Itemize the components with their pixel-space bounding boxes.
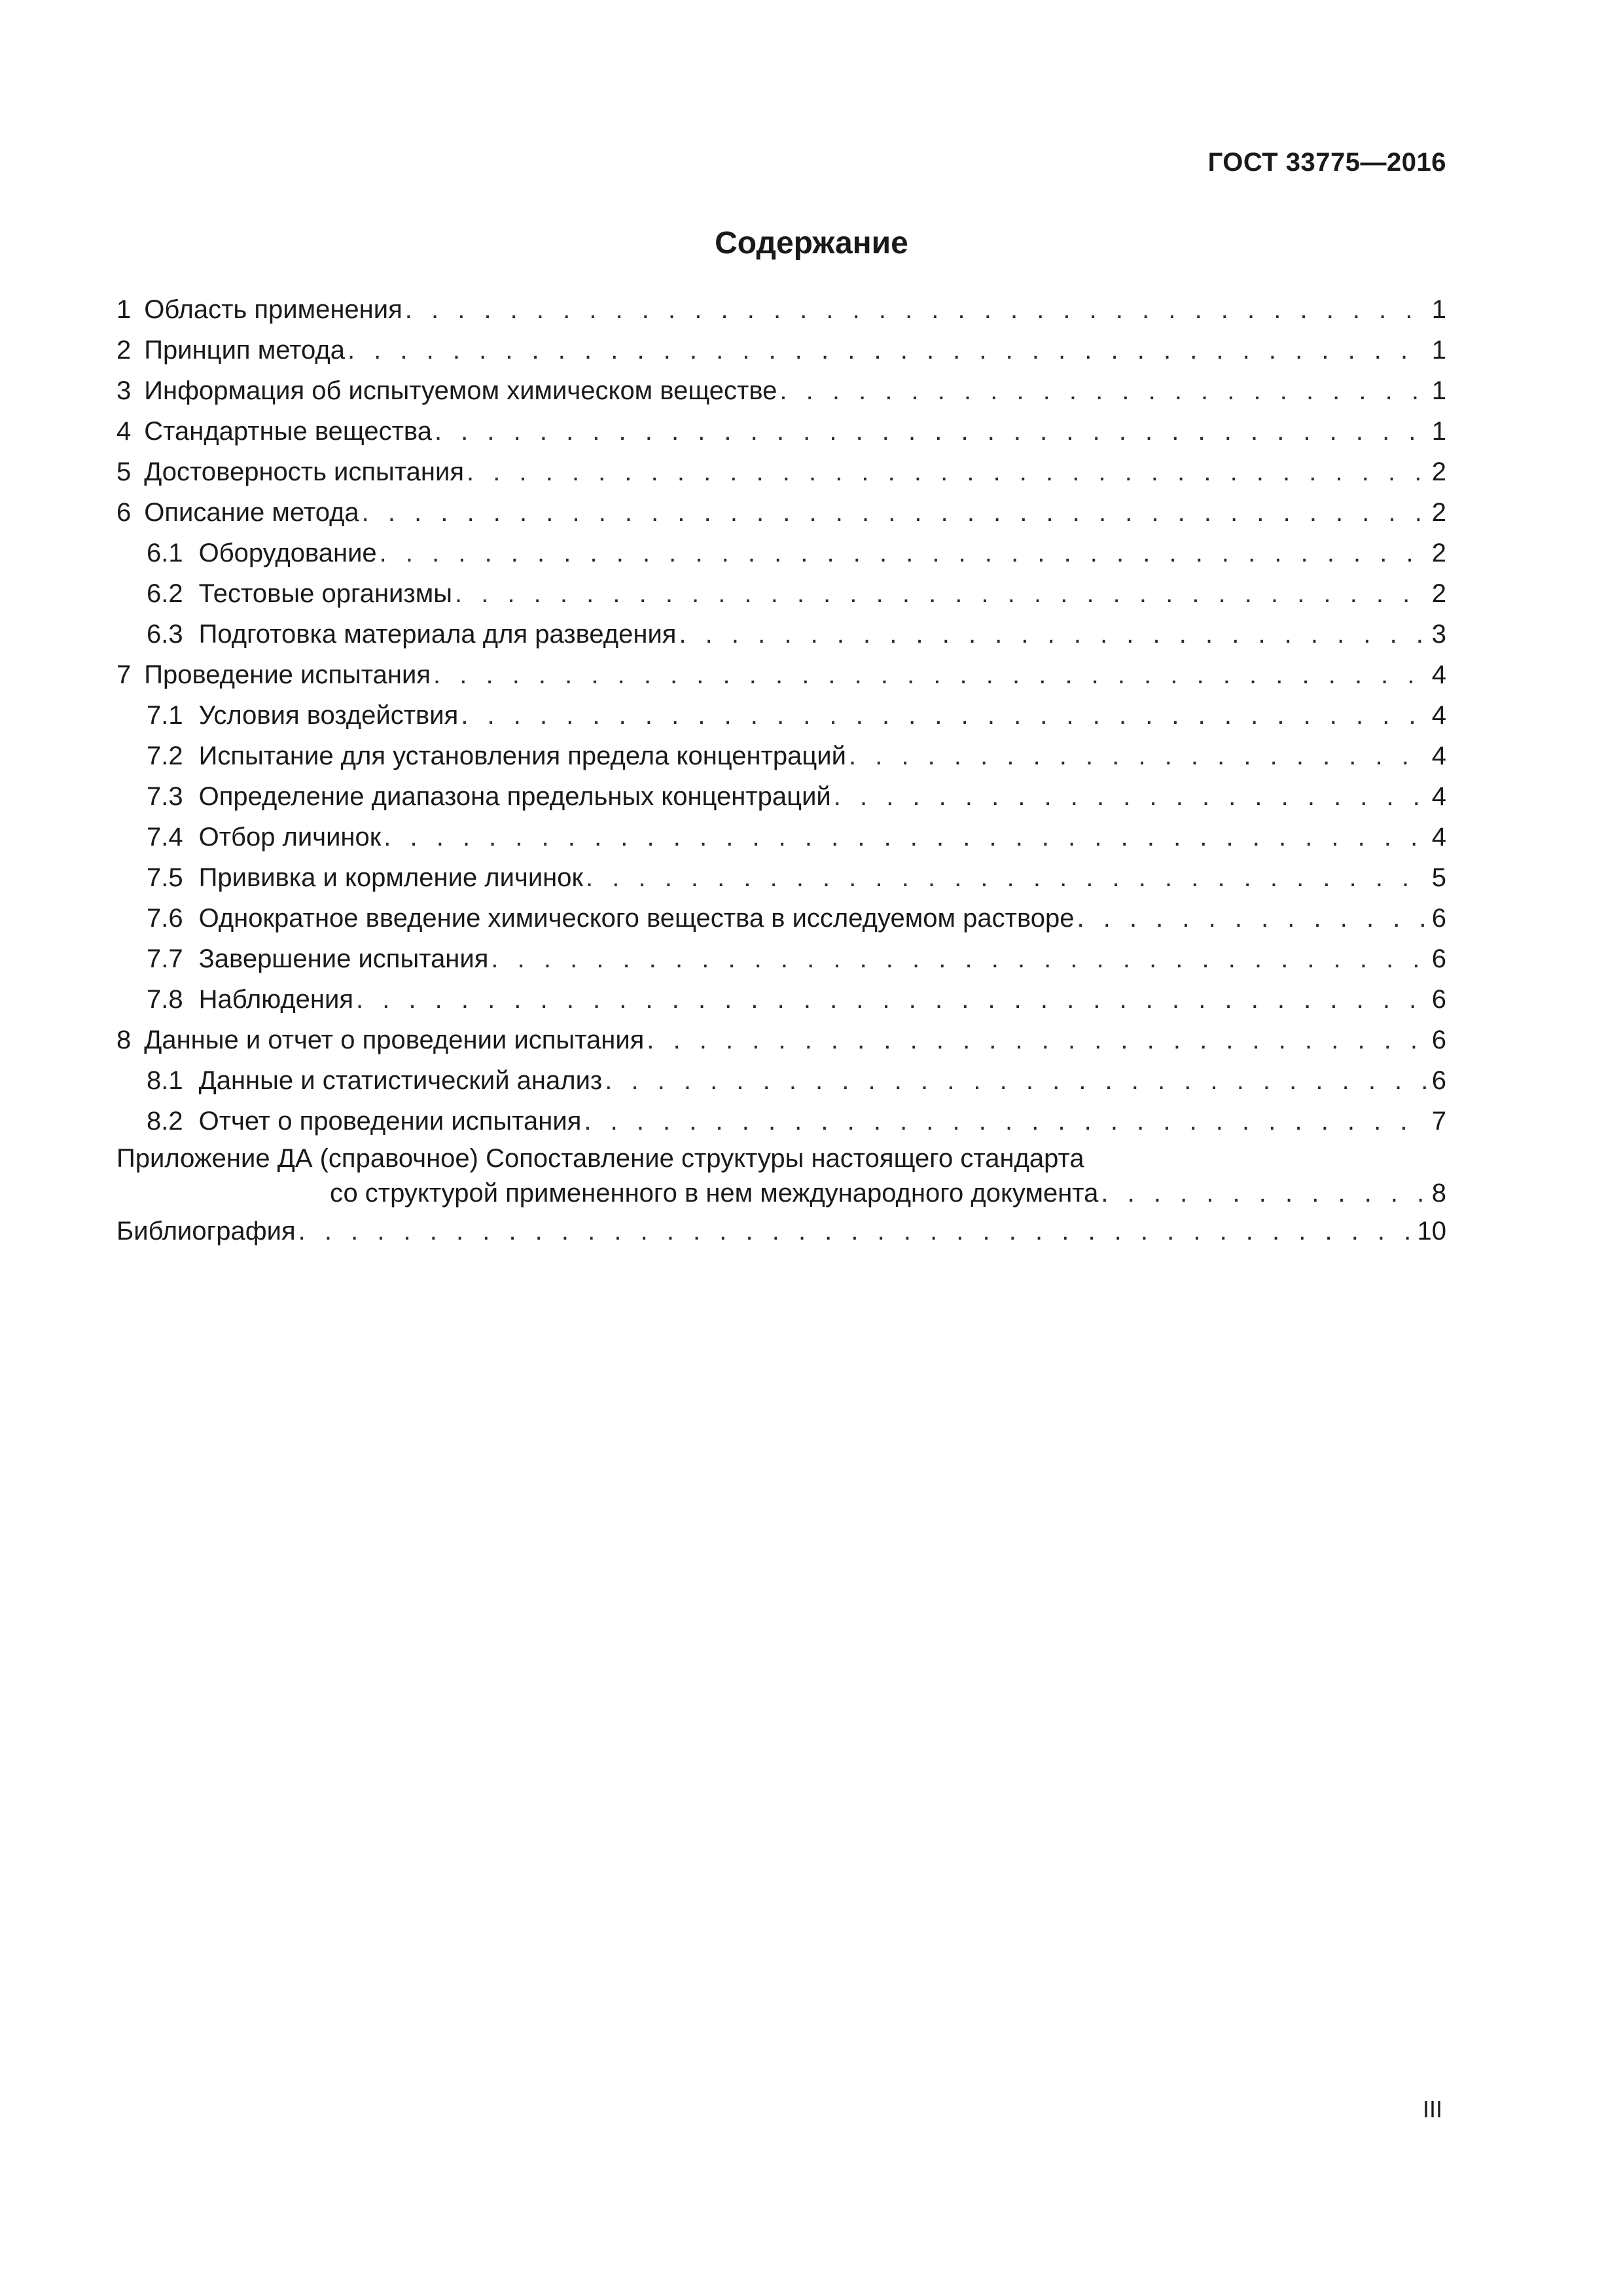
toc-entry-label: Отчет о проведении испытания bbox=[198, 1107, 582, 1136]
toc-entry-6[interactable] bbox=[116, 492, 1446, 533]
toc-entry-page: 6 bbox=[1431, 904, 1446, 933]
toc-entry-label: Условия воздействия bbox=[198, 701, 459, 730]
toc-entry-number: 8.1 bbox=[147, 1066, 183, 1095]
toc-entry-bibliography[interactable] bbox=[116, 1211, 1446, 1251]
leader-dots bbox=[433, 655, 1428, 695]
toc-entry-label: Прививка и кормление личинок bbox=[198, 863, 584, 892]
toc-entry-7-8[interactable] bbox=[116, 979, 1446, 1020]
toc-entry-label: Подготовка материала для разведения bbox=[198, 620, 677, 649]
toc-entry-number: 6.1 bbox=[147, 539, 183, 567]
page-number: III bbox=[1422, 2096, 1442, 2123]
toc-entry-1[interactable] bbox=[116, 289, 1446, 330]
toc-entry-page: 4 bbox=[1431, 823, 1446, 852]
toc-entry-page: 5 bbox=[1431, 863, 1446, 892]
toc-entry-number: 8 bbox=[116, 1026, 132, 1054]
toc-entry-page: 4 bbox=[1431, 701, 1446, 730]
toc-entry-label: Наблюдения bbox=[198, 985, 353, 1014]
toc-entry-number: 7.3 bbox=[147, 782, 183, 811]
toc-entry-page: 7 bbox=[1431, 1107, 1446, 1136]
toc-entry-6-3[interactable] bbox=[116, 614, 1446, 655]
leader-dots bbox=[647, 1020, 1428, 1060]
toc-entry-number: 7.8 bbox=[147, 985, 183, 1014]
toc-entry-number: 7.5 bbox=[147, 863, 183, 892]
toc-entry-number: 7 bbox=[116, 660, 132, 689]
leader-dots bbox=[605, 1060, 1428, 1101]
leader-dots bbox=[467, 452, 1428, 492]
toc-entry-label: Область применения bbox=[144, 295, 402, 324]
toc-entry-number: 2 bbox=[116, 336, 132, 365]
toc-entry-7-3[interactable] bbox=[116, 776, 1446, 817]
toc-entry-7-7[interactable] bbox=[116, 939, 1446, 979]
leader-dots bbox=[491, 939, 1428, 979]
toc-entry-page: 10 bbox=[1417, 1217, 1446, 1246]
toc-entry-page: 2 bbox=[1431, 457, 1446, 486]
leader-dots bbox=[849, 736, 1428, 776]
toc-entry-6-2[interactable] bbox=[116, 573, 1446, 614]
toc-entry-number: 3 bbox=[116, 376, 132, 405]
leader-dots bbox=[380, 533, 1428, 573]
toc-entry-label: Определение диапазона предельных концентраций bbox=[198, 782, 831, 811]
appendix-title-line2: со структурой примененного в нем международного документа bbox=[330, 1179, 1099, 1208]
toc-entry-label: Информация об испытуемом химическом веществе bbox=[144, 376, 777, 405]
toc-entry-label: Оборудование bbox=[198, 539, 377, 567]
toc-entry-number: 7.2 bbox=[147, 742, 183, 770]
leader-dots bbox=[383, 817, 1428, 857]
toc-entry-page: 2 bbox=[1431, 498, 1446, 527]
toc-entry-number: 5 bbox=[116, 457, 132, 486]
leader-dots bbox=[584, 1101, 1428, 1141]
toc-entry-7-5[interactable] bbox=[116, 857, 1446, 898]
toc-entry-page: 1 bbox=[1431, 295, 1446, 324]
toc-entry-number: 6.3 bbox=[147, 620, 183, 649]
leader-dots bbox=[405, 289, 1428, 330]
toc-entry-8-2[interactable] bbox=[116, 1101, 1446, 1141]
toc-entry-page: 4 bbox=[1431, 742, 1446, 770]
toc-entry-number: 4 bbox=[116, 417, 132, 446]
table-of-contents bbox=[116, 289, 1446, 1251]
toc-entry-7[interactable] bbox=[116, 655, 1446, 695]
leader-dots bbox=[362, 492, 1428, 533]
toc-entry-page: 1 bbox=[1431, 336, 1446, 365]
toc-entry-label: Испытание для установления предела концентраций bbox=[198, 742, 846, 770]
toc-entry-page: 3 bbox=[1431, 620, 1446, 649]
leader-dots bbox=[1101, 1176, 1428, 1211]
toc-entry-3[interactable] bbox=[116, 370, 1446, 411]
toc-title: Содержание bbox=[715, 226, 908, 260]
toc-entry-label: Данные и отчет о проведении испытания bbox=[144, 1026, 645, 1054]
leader-dots bbox=[586, 857, 1428, 898]
toc-entry-page: 6 bbox=[1431, 1066, 1446, 1095]
toc-entry-7-2[interactable] bbox=[116, 736, 1446, 776]
toc-entry-page: 1 bbox=[1431, 417, 1446, 446]
toc-entry-label: Достоверность испытания bbox=[144, 457, 465, 486]
toc-entry-page: 2 bbox=[1431, 539, 1446, 567]
leader-dots bbox=[1077, 898, 1428, 939]
toc-entry-7-1[interactable] bbox=[116, 695, 1446, 736]
leader-dots bbox=[348, 330, 1428, 370]
toc-entry-7-4[interactable] bbox=[116, 817, 1446, 857]
appendix-title-line2-row bbox=[116, 1176, 1446, 1211]
toc-entry-label: Описание метода bbox=[144, 498, 359, 527]
leader-dots bbox=[356, 979, 1428, 1020]
document-code: ГОСТ 33775—2016 bbox=[1207, 148, 1446, 177]
toc-entry-page: 2 bbox=[1431, 579, 1446, 608]
toc-entry-label: Отбор личинок bbox=[198, 823, 382, 852]
toc-entry-6-1[interactable] bbox=[116, 533, 1446, 573]
leader-dots bbox=[779, 370, 1428, 411]
leader-dots bbox=[679, 614, 1428, 655]
leader-dots bbox=[455, 573, 1428, 614]
leader-dots bbox=[834, 776, 1428, 817]
toc-entry-number: 7.4 bbox=[147, 823, 183, 852]
toc-entry-label: Проведение испытания bbox=[144, 660, 431, 689]
toc-entry-page: 4 bbox=[1431, 782, 1446, 811]
toc-entry-5[interactable] bbox=[116, 452, 1446, 492]
toc-entry-label: Библиография bbox=[116, 1217, 296, 1246]
leader-dots bbox=[461, 695, 1428, 736]
toc-entry-label: Данные и статистический анализ bbox=[198, 1066, 603, 1095]
leader-dots bbox=[435, 411, 1428, 452]
leader-dots bbox=[298, 1211, 1415, 1251]
toc-entry-number: 1 bbox=[116, 295, 132, 324]
toc-entry-2[interactable] bbox=[116, 330, 1446, 370]
toc-entry-number: 7.7 bbox=[147, 944, 183, 973]
toc-entry-number: 7.1 bbox=[147, 701, 183, 730]
toc-entry-label: Тестовые организмы bbox=[198, 579, 452, 608]
toc-entry-page: 6 bbox=[1431, 944, 1446, 973]
toc-entry-label: Завершение испытания bbox=[198, 944, 489, 973]
toc-entry-7-6[interactable] bbox=[116, 898, 1446, 939]
toc-entry-number: 6 bbox=[116, 498, 132, 527]
toc-entry-page: 6 bbox=[1431, 985, 1446, 1014]
toc-entry-8[interactable] bbox=[116, 1020, 1446, 1060]
toc-entry-page: 1 bbox=[1431, 376, 1446, 405]
toc-entry-label: Принцип метода bbox=[144, 336, 345, 365]
toc-entry-8-1[interactable] bbox=[116, 1060, 1446, 1101]
toc-entry-page: 6 bbox=[1431, 1026, 1446, 1054]
toc-entry-label: Однократное введение химического вещества в исследуемом растворе bbox=[198, 904, 1075, 933]
toc-entry-number: 6.2 bbox=[147, 579, 183, 608]
appendix-title-line1: Приложение ДА (справочное) Сопоставление структуры настоящего стандарта bbox=[116, 1144, 1084, 1173]
toc-entry-page: 8 bbox=[1431, 1179, 1446, 1208]
toc-entry-number: 7.6 bbox=[147, 904, 183, 933]
toc-entry-number: 8.2 bbox=[147, 1107, 183, 1136]
toc-entry-page: 4 bbox=[1431, 660, 1446, 689]
toc-entry-label: Стандартные вещества bbox=[144, 417, 432, 446]
toc-entry-appendix[interactable] bbox=[116, 1141, 1446, 1211]
toc-entry-4[interactable] bbox=[116, 411, 1446, 452]
